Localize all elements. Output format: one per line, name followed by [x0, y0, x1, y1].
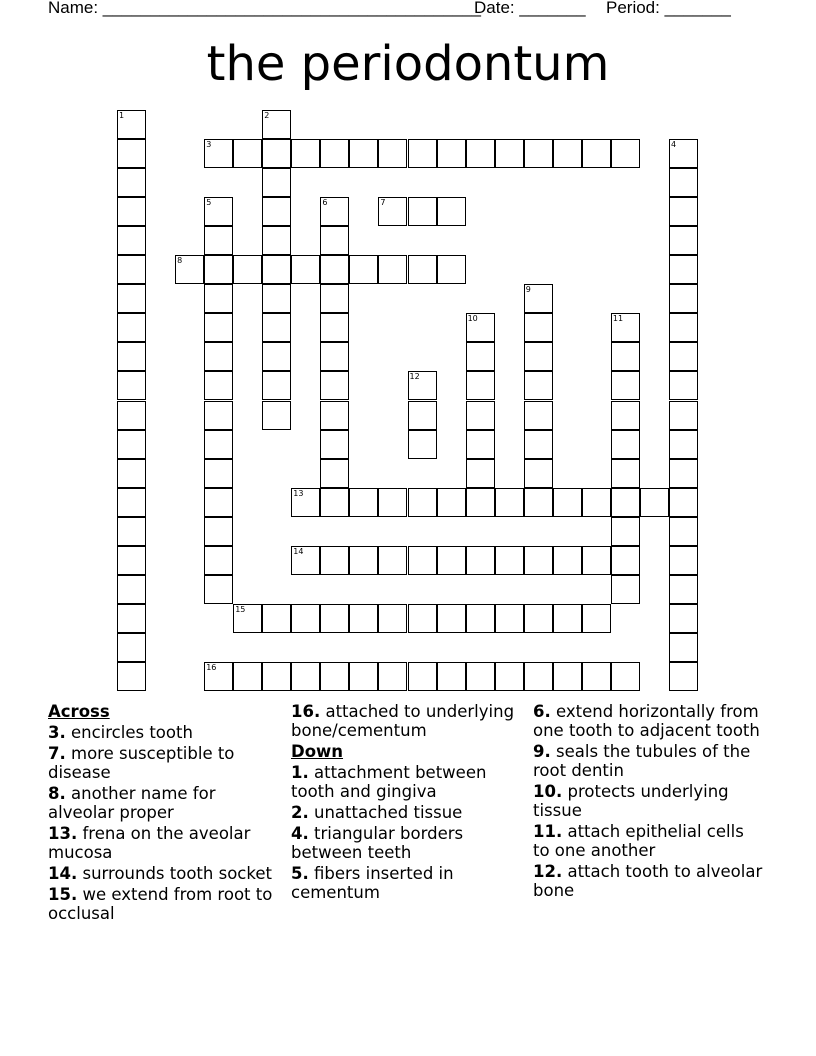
grid-cell[interactable]: [669, 371, 698, 400]
clue-across-15: 15. we extend from root to occlusal: [48, 885, 273, 923]
grid-cell[interactable]: [582, 139, 611, 168]
grid-cell[interactable]: [117, 371, 146, 400]
grid-cell[interactable]: [611, 139, 640, 168]
grid-cell[interactable]: [524, 139, 553, 168]
across-heading: Across: [48, 702, 110, 721]
grid-cell[interactable]: [117, 197, 146, 226]
grid-cell[interactable]: [611, 575, 640, 604]
grid-cell[interactable]: [233, 139, 262, 168]
grid-cell[interactable]: [669, 430, 698, 459]
grid-cell[interactable]: [466, 342, 495, 371]
grid-cell[interactable]: [233, 255, 262, 284]
grid-cell[interactable]: [408, 197, 437, 226]
grid-cell[interactable]: [349, 139, 378, 168]
grid-cell[interactable]: [378, 662, 407, 691]
grid-cell[interactable]: [349, 546, 378, 575]
grid-cell[interactable]: [291, 255, 320, 284]
grid-cell[interactable]: [408, 662, 437, 691]
grid-cell[interactable]: [204, 517, 233, 546]
grid-cell[interactable]: [291, 139, 320, 168]
grid-cell[interactable]: [320, 255, 349, 284]
grid-cell[interactable]: [437, 197, 466, 226]
clues-column-3: [533, 702, 765, 902]
grid-cell[interactable]: [466, 313, 495, 342]
grid-cell[interactable]: [495, 546, 524, 575]
clue-across-13: 13. frena on the aveolar mucosa: [48, 824, 251, 862]
grid-cell[interactable]: [204, 197, 233, 226]
grid-cell[interactable]: [437, 546, 466, 575]
grid-cell[interactable]: [117, 168, 146, 197]
clue-number-label: 3: [206, 140, 212, 150]
grid-cell[interactable]: [320, 139, 349, 168]
grid-cell[interactable]: [466, 662, 495, 691]
grid-cell[interactable]: [524, 371, 553, 400]
clue-across-3: 3. encircles tooth: [48, 723, 193, 742]
grid-cell[interactable]: [204, 226, 233, 255]
grid-cell[interactable]: [262, 110, 291, 139]
clue-number-label: 1: [119, 111, 125, 120]
grid-cell[interactable]: [378, 255, 407, 284]
grid-cell[interactable]: [291, 604, 320, 633]
grid-cell[interactable]: [204, 255, 233, 284]
grid-cell[interactable]: [320, 488, 349, 517]
grid-cell[interactable]: [669, 313, 698, 342]
grid-cell[interactable]: [669, 633, 698, 662]
grid-cell[interactable]: [553, 662, 582, 691]
grid-cell[interactable]: [669, 488, 698, 517]
grid-cell[interactable]: [320, 313, 349, 342]
grid-cell[interactable]: [408, 255, 437, 284]
puzzle-title: the periodontum: [206, 36, 610, 92]
grid-cell[interactable]: [291, 488, 320, 517]
clue-number-label: 14: [293, 546, 304, 556]
grid-cell[interactable]: [582, 604, 611, 633]
clue-number-label: 6: [322, 198, 328, 208]
grid-cell[interactable]: [611, 488, 640, 517]
grid-cell[interactable]: [466, 371, 495, 400]
grid-cell[interactable]: [262, 139, 291, 168]
grid-cell[interactable]: [524, 488, 553, 517]
grid-cell[interactable]: [669, 546, 698, 575]
grid-cell[interactable]: [582, 662, 611, 691]
grid-cell[interactable]: [117, 430, 146, 459]
grid-cell[interactable]: [582, 546, 611, 575]
grid-cell[interactable]: [233, 604, 262, 633]
clue-down-1: 1. attachment between tooth and gingiva: [291, 763, 487, 801]
grid-cell[interactable]: [466, 546, 495, 575]
grid-cell[interactable]: [262, 197, 291, 226]
grid-cell[interactable]: [611, 401, 640, 430]
clues-column-2: [291, 702, 523, 904]
grid-cell[interactable]: [378, 604, 407, 633]
grid-cell[interactable]: [466, 430, 495, 459]
grid-cell[interactable]: [669, 342, 698, 371]
grid-cell[interactable]: [262, 284, 291, 313]
down-heading: Down: [291, 742, 344, 761]
grid-cell[interactable]: [669, 168, 698, 197]
grid-cell[interactable]: [524, 401, 553, 430]
grid-cell[interactable]: [524, 430, 553, 459]
grid-cell[interactable]: [349, 488, 378, 517]
clue-number-label: 9: [525, 285, 531, 295]
grid-cell[interactable]: [320, 662, 349, 691]
grid-cell[interactable]: [524, 313, 553, 342]
grid-cell[interactable]: [117, 517, 146, 546]
grid-cell[interactable]: [117, 139, 146, 168]
grid-cell[interactable]: [378, 546, 407, 575]
grid-cell[interactable]: [524, 546, 553, 575]
grid-cell[interactable]: [669, 226, 698, 255]
period-field: Period: _______: [606, 0, 731, 17]
grid-cell[interactable]: [349, 255, 378, 284]
grid-cell[interactable]: [262, 226, 291, 255]
grid-cell[interactable]: [117, 575, 146, 604]
grid-cell[interactable]: [291, 662, 320, 691]
date-field: Date: _______: [474, 0, 586, 17]
grid-cell[interactable]: [669, 459, 698, 488]
clue-number-label: 8: [177, 256, 183, 266]
clue-number-label: 5: [206, 198, 212, 208]
grid-cell[interactable]: [611, 371, 640, 400]
grid-cell[interactable]: [204, 575, 233, 604]
grid-cell[interactable]: [117, 546, 146, 575]
grid-cell[interactable]: [320, 546, 349, 575]
clue-number-label: 2: [264, 111, 270, 120]
grid-cell[interactable]: [669, 517, 698, 546]
clue-number-label: 13: [293, 488, 304, 498]
grid-cell[interactable]: [262, 313, 291, 342]
grid-cell[interactable]: [553, 604, 582, 633]
grid-cell[interactable]: [466, 401, 495, 430]
clue-across-7: 7. more susceptible to disease: [48, 744, 235, 782]
grid-cell[interactable]: [611, 517, 640, 546]
grid-cell[interactable]: [262, 662, 291, 691]
clue-down-10: 10. protects underlying tissue: [533, 782, 729, 820]
clue-across-14: 14. surrounds tooth socket: [48, 864, 272, 883]
clues-column-1: [48, 702, 280, 925]
grid-cell[interactable]: [204, 662, 233, 691]
clue-number-label: 7: [380, 198, 386, 208]
grid-cell[interactable]: [611, 313, 640, 342]
grid-cell[interactable]: [117, 284, 146, 313]
grid-cell[interactable]: [320, 430, 349, 459]
grid-cell[interactable]: [524, 662, 553, 691]
clue-number-label: 10: [467, 314, 478, 324]
grid-cell[interactable]: [466, 604, 495, 633]
clue-across-8: 8. another name for alveolar proper: [48, 784, 216, 822]
grid-cell[interactable]: [204, 139, 233, 168]
grid-cell[interactable]: [553, 546, 582, 575]
grid-cell[interactable]: [495, 488, 524, 517]
grid-cell[interactable]: [408, 488, 437, 517]
grid-cell[interactable]: [320, 459, 349, 488]
grid-cell[interactable]: [117, 633, 146, 662]
clue-number-label: 15: [235, 604, 246, 614]
grid-cell[interactable]: [262, 255, 291, 284]
grid-cell[interactable]: [262, 401, 291, 430]
clue-down-12: 12. attach tooth to alveolar bone: [533, 862, 763, 900]
grid-cell[interactable]: [437, 604, 466, 633]
grid-cell[interactable]: [669, 139, 698, 168]
grid-cell[interactable]: [175, 255, 204, 284]
grid-cell[interactable]: [117, 255, 146, 284]
grid-cell[interactable]: [669, 284, 698, 313]
grid-cell[interactable]: [378, 197, 407, 226]
grid-cell[interactable]: [611, 459, 640, 488]
grid-cell[interactable]: [437, 139, 466, 168]
grid-cell[interactable]: [408, 401, 437, 430]
grid-cell[interactable]: [320, 401, 349, 430]
clue-down-9: 9. seals the tubules of the root dentin: [533, 742, 751, 780]
grid-cell[interactable]: [117, 488, 146, 517]
grid-cell[interactable]: [320, 371, 349, 400]
grid-cell[interactable]: [669, 662, 698, 691]
clue-down-6: 6. extend horizontally from one tooth to adjacent tooth: [533, 702, 760, 740]
grid-cell[interactable]: [669, 604, 698, 633]
grid-cell[interactable]: [408, 139, 437, 168]
grid-cell[interactable]: [117, 110, 146, 139]
grid-cell[interactable]: [117, 342, 146, 371]
worksheet-header: [48, 0, 748, 20]
grid-cell[interactable]: [117, 313, 146, 342]
grid-cell[interactable]: [466, 139, 495, 168]
grid-cell[interactable]: [204, 342, 233, 371]
grid-cell[interactable]: [640, 488, 669, 517]
grid-cell[interactable]: [669, 255, 698, 284]
grid-cell[interactable]: [262, 168, 291, 197]
grid-cell[interactable]: [495, 139, 524, 168]
grid-cell[interactable]: [437, 662, 466, 691]
grid-cell[interactable]: [320, 226, 349, 255]
grid-cell[interactable]: [262, 342, 291, 371]
grid-cell[interactable]: [582, 488, 611, 517]
grid-cell[interactable]: [204, 459, 233, 488]
grid-cell[interactable]: [291, 546, 320, 575]
grid-cell[interactable]: [378, 139, 407, 168]
grid-cell[interactable]: [611, 662, 640, 691]
grid-cell[interactable]: [524, 342, 553, 371]
grid-cell[interactable]: [408, 604, 437, 633]
clue-down-11: 11. attach epithelial cells to one another: [533, 822, 744, 860]
grid-cell[interactable]: [262, 371, 291, 400]
grid-cell[interactable]: [553, 488, 582, 517]
grid-cell[interactable]: [524, 284, 553, 313]
grid-cell[interactable]: [204, 488, 233, 517]
grid-cell[interactable]: [117, 226, 146, 255]
grid-cell[interactable]: [524, 604, 553, 633]
clue-number-label: 11: [612, 314, 624, 324]
grid-cell[interactable]: [117, 459, 146, 488]
grid-cell[interactable]: [408, 546, 437, 575]
grid-cell[interactable]: [117, 604, 146, 633]
grid-cell[interactable]: [117, 401, 146, 430]
grid-cell[interactable]: [262, 604, 291, 633]
grid-cell[interactable]: [233, 662, 262, 691]
grid-cell[interactable]: [117, 662, 146, 691]
grid-cell[interactable]: [611, 546, 640, 575]
clue-down-5: 5. fibers inserted in cementum: [291, 864, 454, 902]
grid-cell[interactable]: [437, 488, 466, 517]
grid-cell[interactable]: [408, 430, 437, 459]
grid-cell[interactable]: [349, 662, 378, 691]
grid-cell[interactable]: [553, 139, 582, 168]
clue-number-label: 16: [206, 663, 217, 672]
grid-cell[interactable]: [378, 488, 407, 517]
grid-cell[interactable]: [320, 342, 349, 371]
grid-cell[interactable]: [320, 604, 349, 633]
name-field: Name: ________________________________________: [48, 0, 481, 17]
clue-down-2: 2. unattached tissue: [291, 803, 463, 822]
grid-cell[interactable]: [466, 459, 495, 488]
grid-cell[interactable]: [611, 430, 640, 459]
clue-across-16: 16. attached to underlying bone/cementum: [291, 702, 515, 740]
grid-cell[interactable]: [320, 197, 349, 226]
grid-cell[interactable]: [204, 546, 233, 575]
grid-cell[interactable]: [204, 313, 233, 342]
grid-cell[interactable]: [669, 197, 698, 226]
grid-cell[interactable]: [349, 604, 378, 633]
grid-cell[interactable]: [495, 604, 524, 633]
grid-cell[interactable]: [669, 401, 698, 430]
grid-cell[interactable]: [466, 488, 495, 517]
grid-cell[interactable]: [204, 284, 233, 313]
grid-cell[interactable]: [495, 662, 524, 691]
grid-cell[interactable]: [669, 575, 698, 604]
grid-cell[interactable]: [204, 430, 233, 459]
grid-cell[interactable]: [204, 371, 233, 400]
clue-down-4: 4. triangular borders between teeth: [291, 824, 464, 862]
grid-cell[interactable]: [611, 342, 640, 371]
grid-cell[interactable]: [408, 371, 437, 400]
grid-cell[interactable]: [320, 284, 349, 313]
grid-cell[interactable]: [437, 255, 466, 284]
grid-cell[interactable]: [524, 459, 553, 488]
clue-number-label: 12: [409, 372, 420, 382]
grid-cell[interactable]: [204, 401, 233, 430]
clue-number-label: 4: [671, 140, 677, 150]
